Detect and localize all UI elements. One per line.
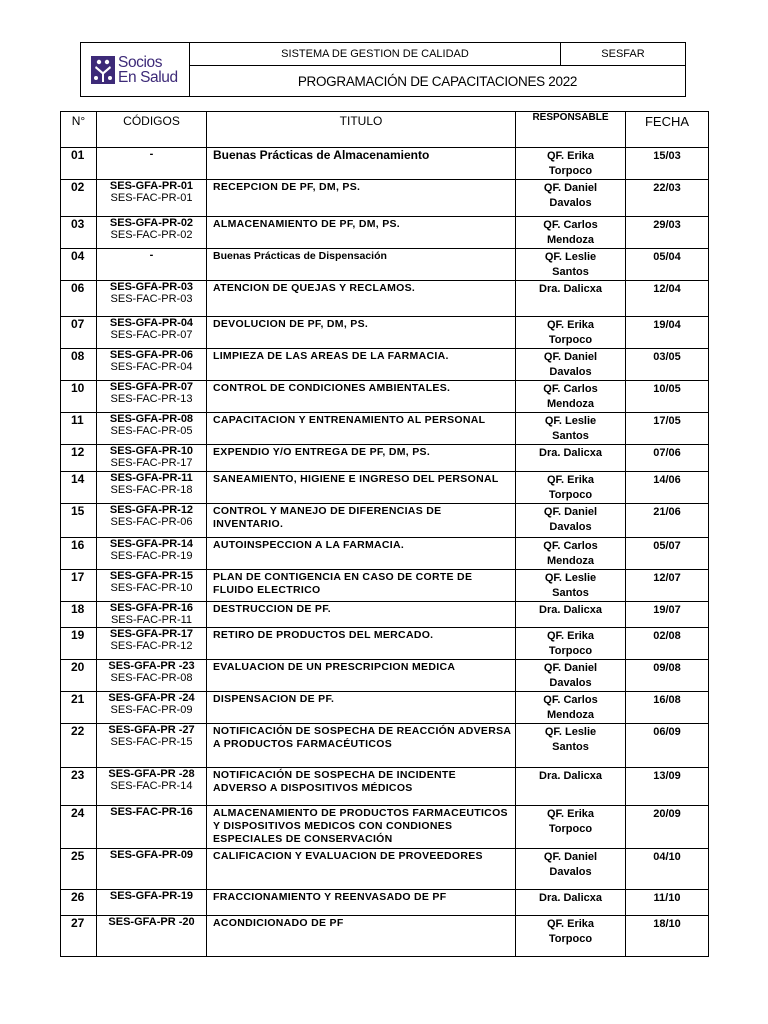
row-title: Buenas Prácticas de Dispensación [207, 249, 516, 281]
row-date: 12/04 [626, 281, 709, 317]
row-responsible-line1: QF. Daniel [543, 351, 598, 363]
row-responsible-line2: Torpoco [548, 823, 593, 835]
row-code-primary: SES-GFA-PR-19 [109, 890, 194, 902]
row-number: 04 [61, 249, 97, 281]
row-number: 07 [61, 317, 97, 349]
row-code-primary: SES-GFA-PR-16 [109, 602, 194, 614]
row-responsible [516, 916, 626, 957]
row-responsible-line1: Dra. Dalicxa [539, 604, 602, 616]
row-responsible-line1: QF. Daniel [543, 182, 598, 194]
row-responsible-line1: QF. Leslie [544, 415, 597, 427]
row-code-primary: SES-GFA-PR-17 [109, 628, 194, 640]
row-code-secondary: SES-FAC-PR-18 [110, 484, 193, 496]
row-responsible-line1: QF. Erika [546, 319, 595, 331]
row-title: CAPACITACION Y ENTRENAMIENTO AL PERSONAL [207, 413, 516, 445]
row-responsible-line1: QF. Leslie [544, 726, 597, 738]
row-code-primary: - [149, 249, 154, 261]
row-responsible [516, 724, 626, 768]
row-code-secondary: SES-FAC-PR-04 [110, 361, 193, 373]
row-title: RECEPCION DE PF, DM, PS. [207, 180, 516, 217]
row-responsible [516, 768, 626, 806]
row-number: 08 [61, 349, 97, 381]
column-header-responsible: RESPONSABLE [516, 112, 626, 148]
row-number: 01 [61, 148, 97, 180]
row-responsible-line1: Dra. Dalicxa [539, 283, 602, 295]
row-responsible-line2: Mendoza [546, 234, 595, 246]
logo-mark-icon [91, 56, 115, 84]
row-date: 15/03 [626, 148, 709, 180]
row-responsible [516, 538, 626, 570]
row-code-primary: SES-GFA-PR-02 [109, 217, 194, 229]
row-code-secondary: SES-FAC-PR-17 [110, 457, 193, 469]
row-codes [97, 472, 207, 504]
row-responsible-line2: Santos [552, 430, 589, 442]
row-date: 18/10 [626, 916, 709, 957]
row-responsible [516, 413, 626, 445]
table-row [61, 381, 709, 413]
row-code-secondary: SES-FAC-PR-06 [110, 516, 193, 528]
row-code-primary: SES-GFA-PR-01 [109, 180, 194, 192]
row-number: 24 [61, 806, 97, 849]
table-row [61, 445, 709, 472]
row-title: DESTRUCCION DE PF. [207, 602, 516, 628]
training-schedule-table [60, 111, 709, 957]
row-date: 21/06 [626, 504, 709, 538]
row-codes [97, 692, 207, 724]
row-responsible [516, 692, 626, 724]
row-responsible-line2: Santos [552, 266, 589, 278]
row-code-primary: SES-GFA-PR-08 [109, 413, 194, 425]
row-number: 11 [61, 413, 97, 445]
table-row [61, 602, 709, 628]
row-title: CONTROL DE CONDICIONES AMBIENTALES. [207, 381, 516, 413]
row-title: RETIRO DE PRODUCTOS DEL MERCADO. [207, 628, 516, 660]
row-responsible-line1: QF. Leslie [544, 251, 597, 263]
row-responsible [516, 445, 626, 472]
row-responsible-line2: Mendoza [546, 709, 595, 721]
row-date: 20/09 [626, 806, 709, 849]
row-responsible-line1: QF. Erika [546, 918, 595, 930]
row-responsible-line1: Dra. Dalicxa [539, 892, 602, 904]
table-row [61, 692, 709, 724]
table-row [61, 768, 709, 806]
row-title: Buenas Prácticas de Almacenamiento [207, 148, 516, 180]
table-row [61, 317, 709, 349]
row-code-secondary: SES-FAC-PR-12 [110, 640, 193, 652]
row-title: SANEAMIENTO, HIGIENE E INGRESO DEL PERSONAL [207, 472, 516, 504]
row-date: 14/06 [626, 472, 709, 504]
row-date: 13/09 [626, 768, 709, 806]
row-codes [97, 849, 207, 890]
row-codes [97, 570, 207, 602]
row-code-primary: SES-GFA-PR-06 [109, 349, 194, 361]
row-title: FRACCIONAMIENTO Y REENVASADO DE PF [207, 890, 516, 916]
row-codes [97, 445, 207, 472]
row-number: 14 [61, 472, 97, 504]
row-codes [97, 148, 207, 180]
row-responsible [516, 180, 626, 217]
row-responsible-line1: QF. Carlos [543, 694, 598, 706]
document-code: SESFAR [561, 43, 686, 66]
row-number: 27 [61, 916, 97, 957]
row-date: 09/08 [626, 660, 709, 692]
row-code-secondary: SES-FAC-PR-15 [110, 736, 193, 748]
row-number: 23 [61, 768, 97, 806]
row-codes [97, 806, 207, 849]
row-code-primary: SES-GFA-PR -23 [108, 660, 195, 672]
row-code-primary: SES-GFA-PR-15 [109, 570, 194, 582]
row-title: ATENCION DE QUEJAS Y RECLAMOS. [207, 281, 516, 317]
row-responsible [516, 281, 626, 317]
row-responsible [516, 504, 626, 538]
table-header-row [61, 112, 709, 148]
row-responsible-line2: Torpoco [548, 165, 593, 177]
row-codes [97, 249, 207, 281]
row-responsible [516, 806, 626, 849]
row-responsible-line2: Santos [552, 741, 589, 753]
row-code-secondary: SES-FAC-PR-02 [110, 229, 193, 241]
row-date: 05/04 [626, 249, 709, 281]
row-number: 20 [61, 660, 97, 692]
row-date: 22/03 [626, 180, 709, 217]
row-codes [97, 628, 207, 660]
row-responsible-line2: Davalos [549, 366, 592, 378]
row-title: CONTROL Y MANEJO DE DIFERENCIAS DE INVENTARIO. [207, 504, 516, 538]
row-code-primary: SES-FAC-PR-16 [110, 806, 193, 818]
row-title: ALMACENAMIENTO DE PF, DM, PS. [207, 217, 516, 249]
row-responsible [516, 217, 626, 249]
row-date: 29/03 [626, 217, 709, 249]
row-title: ACONDICIONADO DE PF [207, 916, 516, 957]
row-date: 06/09 [626, 724, 709, 768]
row-number: 26 [61, 890, 97, 916]
table-row [61, 660, 709, 692]
row-code-secondary: SES-FAC-PR-10 [110, 582, 193, 594]
column-header-no: N° [61, 112, 97, 148]
row-responsible [516, 570, 626, 602]
row-number: 10 [61, 381, 97, 413]
row-codes [97, 349, 207, 381]
row-code-primary: SES-GFA-PR-14 [109, 538, 194, 550]
row-number: 15 [61, 504, 97, 538]
table-row [61, 180, 709, 217]
row-codes [97, 180, 207, 217]
row-responsible-line2: Mendoza [546, 398, 595, 410]
logo-text-line2: En Salud [118, 68, 178, 86]
row-responsible [516, 317, 626, 349]
row-codes [97, 916, 207, 957]
table-row [61, 916, 709, 957]
row-title: EVALUACION DE UN PRESCRIPCION MEDICA [207, 660, 516, 692]
row-number: 17 [61, 570, 97, 602]
row-code-primary: SES-GFA-PR -24 [108, 692, 195, 704]
row-code-primary: SES-GFA-PR-04 [109, 317, 194, 329]
row-date: 19/04 [626, 317, 709, 349]
row-code-primary: SES-GFA-PR-03 [109, 281, 194, 293]
row-codes [97, 504, 207, 538]
row-number: 12 [61, 445, 97, 472]
row-responsible [516, 602, 626, 628]
row-responsible-line1: QF. Daniel [543, 851, 598, 863]
table-row [61, 849, 709, 890]
table-row [61, 217, 709, 249]
row-code-primary: SES-GFA-PR-09 [109, 849, 194, 861]
row-codes [97, 317, 207, 349]
row-responsible-line2: Torpoco [548, 489, 593, 501]
row-code-primary: SES-GFA-PR-12 [109, 504, 194, 516]
column-header-title: TITULO [207, 112, 516, 148]
column-header-date: FECHA [626, 112, 709, 148]
row-responsible-line2: Davalos [549, 677, 592, 689]
row-code-primary: SES-GFA-PR-10 [109, 445, 194, 457]
row-title: DEVOLUCION DE PF, DM, PS. [207, 317, 516, 349]
logo-text-line1: Socios [118, 53, 163, 71]
row-responsible-line1: QF. Erika [546, 630, 595, 642]
row-responsible [516, 628, 626, 660]
row-title: ALMACENAMIENTO DE PRODUCTOS FARMACEUTICOS Y DISPOSITIVOS MEDICOS CON CONDIONES ESPECIALES DE CONSERVACIÓN [207, 806, 516, 849]
row-date: 03/05 [626, 349, 709, 381]
row-date: 05/07 [626, 538, 709, 570]
row-code-secondary: SES-FAC-PR-09 [110, 704, 193, 716]
row-number: 06 [61, 281, 97, 317]
system-name: SISTEMA DE GESTION DE CALIDAD [190, 43, 561, 66]
row-responsible [516, 148, 626, 180]
row-number: 18 [61, 602, 97, 628]
row-number: 21 [61, 692, 97, 724]
row-title: LIMPIEZA DE LAS AREAS DE LA FARMACIA. [207, 349, 516, 381]
table-row [61, 570, 709, 602]
row-codes [97, 602, 207, 628]
row-responsible-line2: Santos [552, 587, 589, 599]
table-row [61, 148, 709, 180]
row-responsible [516, 890, 626, 916]
table-row [61, 472, 709, 504]
row-title: NOTIFICACIÓN DE SOSPECHA DE INCIDENTE ADVERSO A DISPOSITIVOS MÉDICOS [207, 768, 516, 806]
row-title: CALIFICACION Y EVALUACION DE PROVEEDORES [207, 849, 516, 890]
row-date: 10/05 [626, 381, 709, 413]
table-row [61, 806, 709, 849]
table-row [61, 413, 709, 445]
row-responsible-line2: Torpoco [548, 334, 593, 346]
row-codes [97, 768, 207, 806]
row-date: 07/06 [626, 445, 709, 472]
row-responsible [516, 381, 626, 413]
row-code-secondary: SES-FAC-PR-03 [110, 293, 193, 305]
row-code-secondary: SES-FAC-PR-05 [110, 425, 193, 437]
row-responsible-line1: QF. Carlos [543, 383, 598, 395]
row-responsible-line2: Mendoza [546, 555, 595, 567]
row-date: 11/10 [626, 890, 709, 916]
row-responsible [516, 660, 626, 692]
row-responsible-line1: QF. Erika [546, 150, 595, 162]
row-number: 16 [61, 538, 97, 570]
row-responsible-line2: Torpoco [548, 933, 593, 945]
row-code-secondary: SES-FAC-PR-08 [110, 672, 193, 684]
row-number: 25 [61, 849, 97, 890]
column-header-codes: CÓDIGOS [97, 112, 207, 148]
logo-cell [81, 43, 190, 97]
row-codes [97, 538, 207, 570]
table-row [61, 538, 709, 570]
row-codes [97, 890, 207, 916]
row-responsible-line1: QF. Erika [546, 808, 595, 820]
row-code-primary: SES-GFA-PR -28 [108, 768, 195, 780]
table-row [61, 249, 709, 281]
table-row [61, 281, 709, 317]
table-row [61, 349, 709, 381]
row-code-secondary: SES-FAC-PR-01 [110, 192, 193, 204]
row-codes [97, 413, 207, 445]
row-code-secondary: SES-FAC-PR-13 [110, 393, 193, 405]
row-codes [97, 281, 207, 317]
row-date: 04/10 [626, 849, 709, 890]
row-responsible [516, 249, 626, 281]
row-code-primary: SES-GFA-PR -20 [108, 916, 195, 928]
row-code-primary: SES-GFA-PR-07 [109, 381, 194, 393]
row-codes [97, 724, 207, 768]
row-responsible [516, 349, 626, 381]
table-row [61, 724, 709, 768]
row-responsible-line1: Dra. Dalicxa [539, 770, 602, 782]
row-date: 19/07 [626, 602, 709, 628]
logo [81, 43, 189, 96]
row-title: AUTOINSPECCION A LA FARMACIA. [207, 538, 516, 570]
row-responsible-line2: Torpoco [548, 645, 593, 657]
table-row [61, 504, 709, 538]
row-number: 03 [61, 217, 97, 249]
row-code-primary: - [149, 148, 154, 160]
row-responsible-line1: QF. Carlos [543, 219, 598, 231]
row-responsible-line1: QF. Erika [546, 474, 595, 486]
row-responsible-line1: QF. Carlos [543, 540, 598, 552]
row-responsible-line1: QF. Daniel [543, 506, 598, 518]
row-codes [97, 217, 207, 249]
row-title: DISPENSACION DE PF. [207, 692, 516, 724]
row-date: 17/05 [626, 413, 709, 445]
row-title: PLAN DE CONTIGENCIA EN CASO DE CORTE DE FLUIDO ELECTRICO [207, 570, 516, 602]
row-title: EXPENDIO Y/O ENTREGA DE PF, DM, PS. [207, 445, 516, 472]
document-header [80, 42, 686, 97]
table-row [61, 890, 709, 916]
row-code-primary: SES-GFA-PR-11 [110, 472, 193, 484]
row-responsible-line1: QF. Daniel [543, 662, 598, 674]
row-responsible-line2: Davalos [549, 197, 592, 209]
row-number: 19 [61, 628, 97, 660]
row-code-primary: SES-GFA-PR -27 [108, 724, 195, 736]
row-date: 16/08 [626, 692, 709, 724]
row-code-secondary: SES-FAC-PR-11 [110, 614, 193, 626]
row-date: 12/07 [626, 570, 709, 602]
row-title: NOTIFICACIÓN DE SOSPECHA DE REACCIÓN ADVERSA A PRODUCTOS FARMACÉUTICOS [207, 724, 516, 768]
row-responsible-line2: Davalos [549, 866, 592, 878]
row-codes [97, 660, 207, 692]
row-codes [97, 381, 207, 413]
row-responsible-line1: Dra. Dalicxa [539, 447, 602, 459]
row-responsible-line1: QF. Leslie [544, 572, 597, 584]
row-code-secondary: SES-FAC-PR-19 [110, 550, 193, 562]
document-title: PROGRAMACIÓN DE CAPACITACIONES 2022 [190, 66, 686, 97]
row-code-secondary: SES-FAC-PR-07 [110, 329, 193, 341]
row-responsible [516, 849, 626, 890]
row-date: 02/08 [626, 628, 709, 660]
row-number: 02 [61, 180, 97, 217]
row-number: 22 [61, 724, 97, 768]
table-row [61, 628, 709, 660]
row-responsible-line2: Davalos [549, 521, 592, 533]
row-code-secondary: SES-FAC-PR-14 [110, 780, 193, 792]
row-responsible [516, 472, 626, 504]
